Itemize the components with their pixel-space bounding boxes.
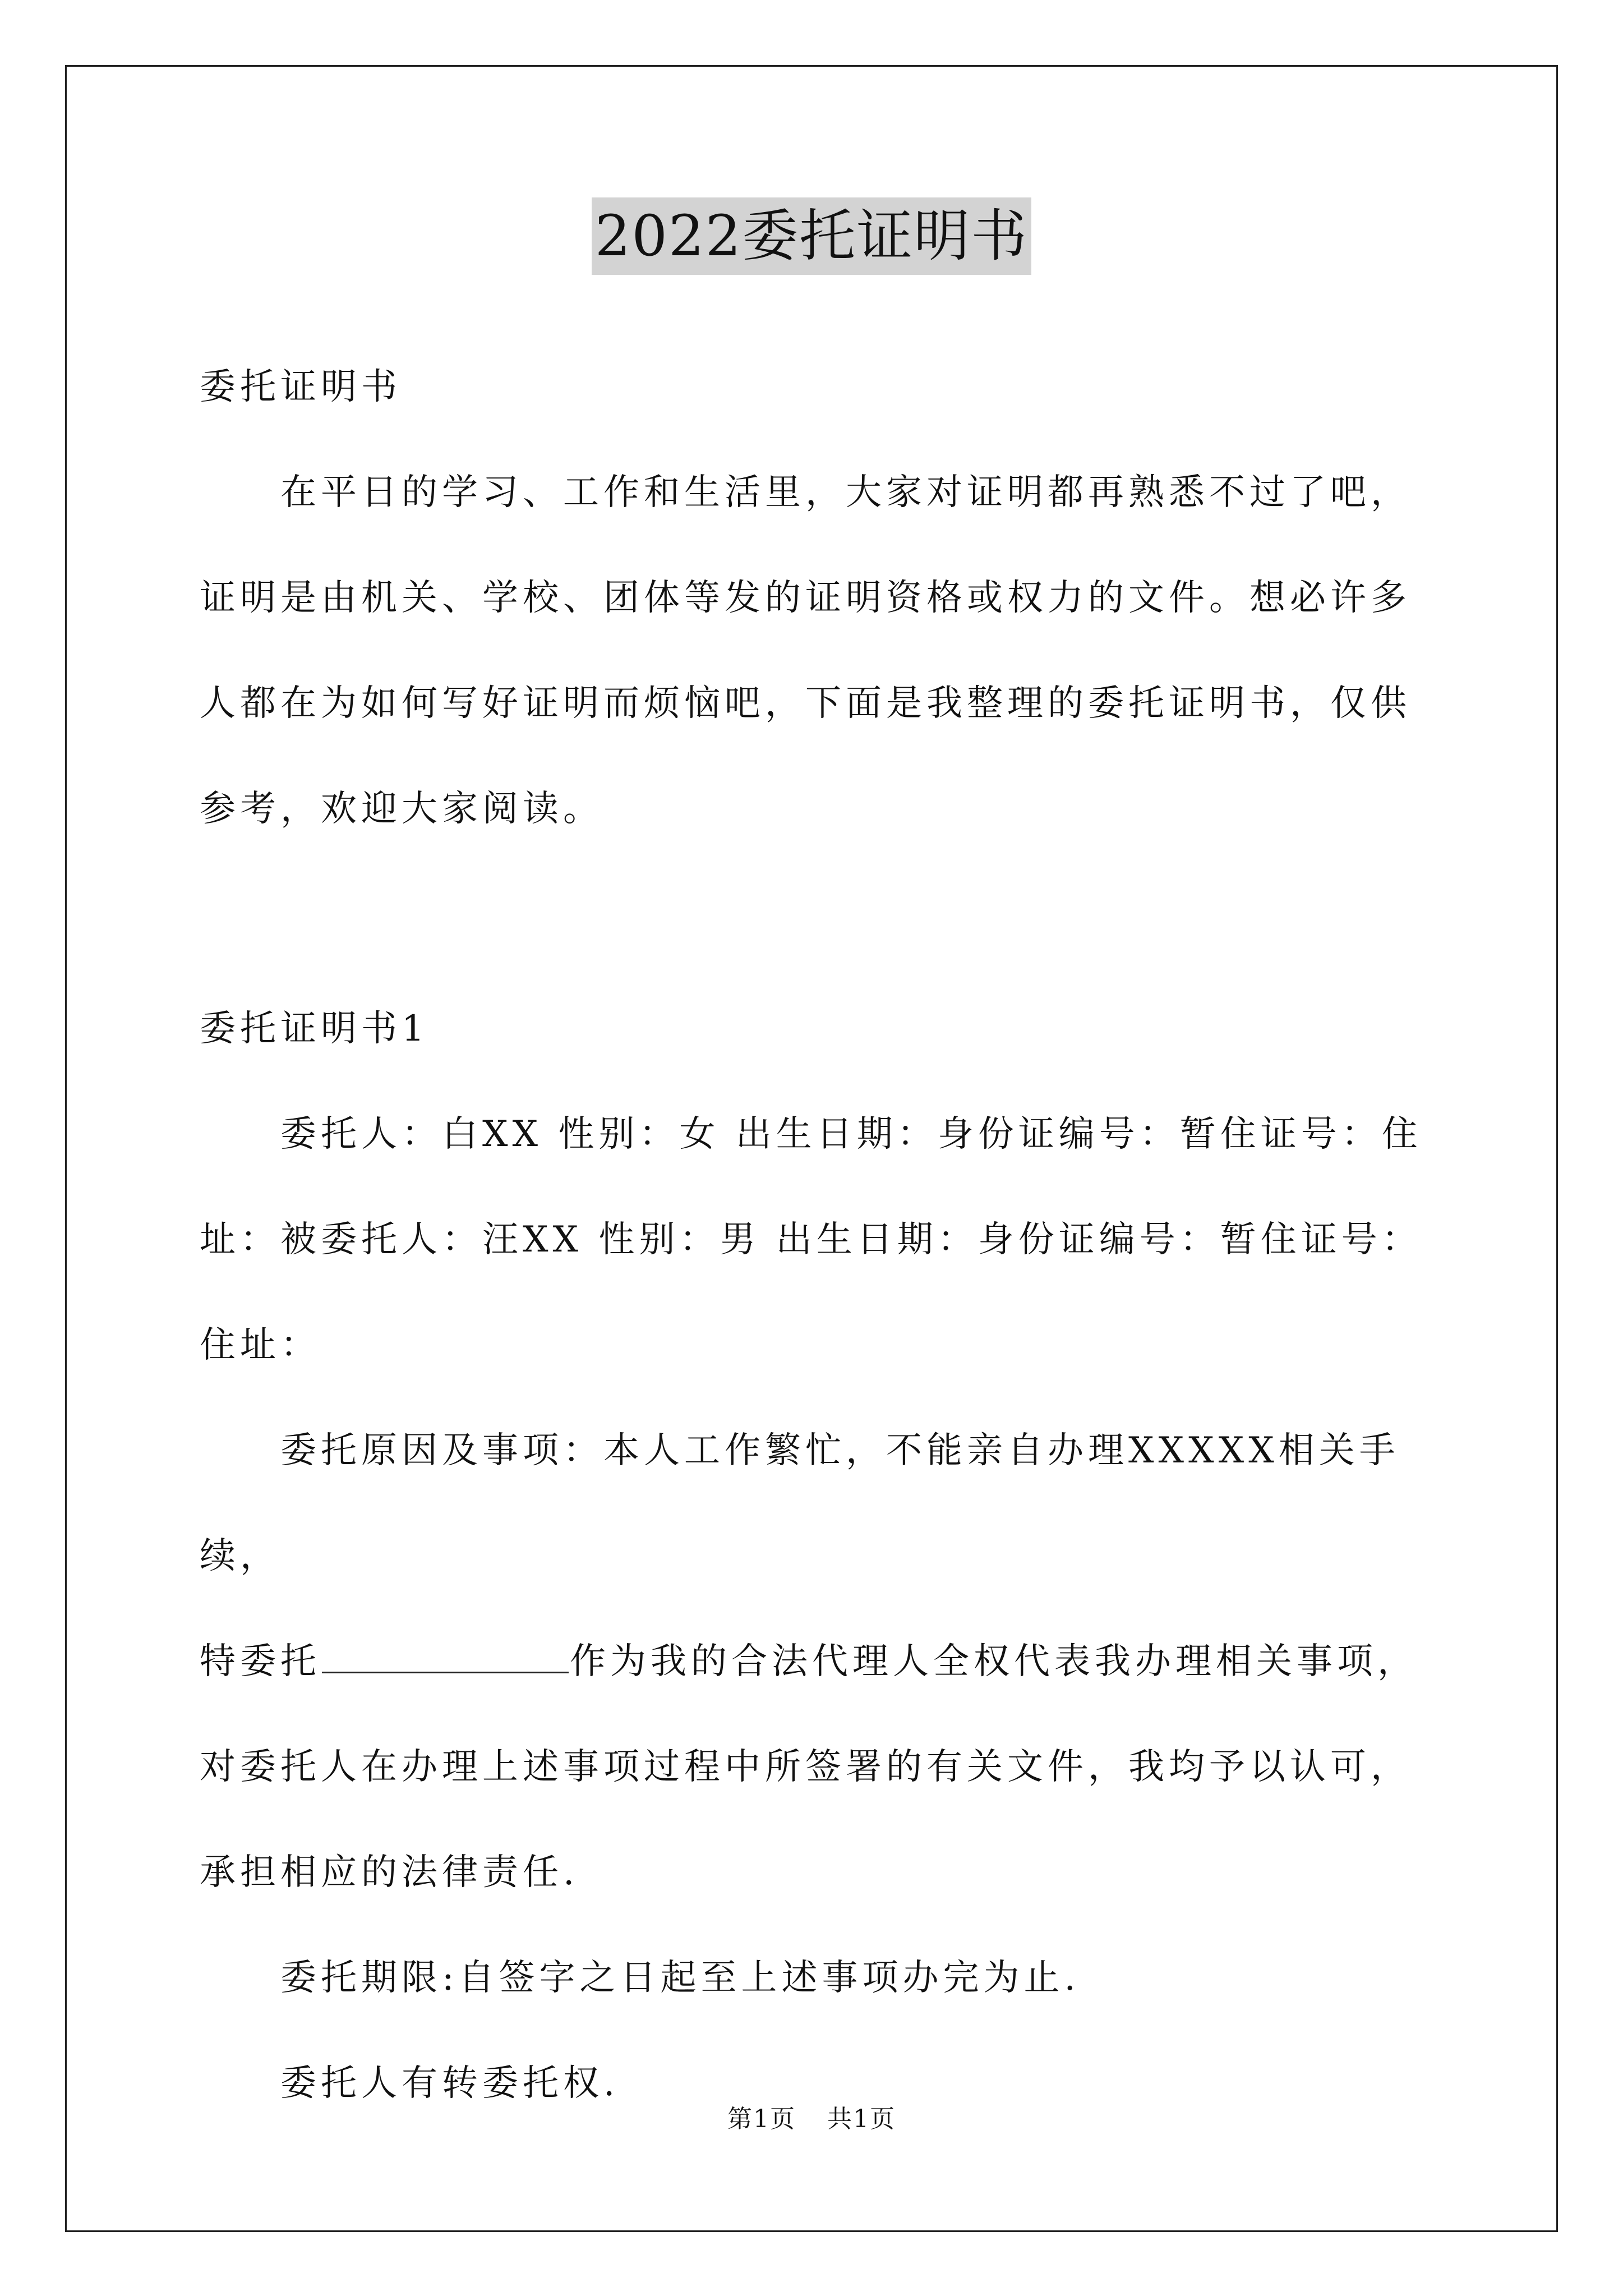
page-footer	[0, 2102, 1623, 2136]
document-title: 2022委托证明书	[592, 197, 1032, 275]
reason-line-2	[200, 1609, 1461, 1714]
page-number-current: 第1页	[727, 2105, 796, 2133]
section-heading: 委托证明书1	[200, 1008, 429, 1050]
parties-line-1: 委托人：白XX 性别：女 出生日期：身份证编号：暂住证号：住	[280, 1114, 1422, 1155]
section-1	[200, 976, 1461, 2136]
reason-line-2-prefix: 特委托	[200, 1641, 321, 1682]
reason-line-2-suffix: 作为我的合法代理人全权代表我办理相关事项，	[570, 1641, 1418, 1682]
page-number-total: 共1页	[827, 2105, 896, 2133]
intro-line-3: 人都在为如何写好证明而烦恼吧，下面是我整理的委托证明书，仅供	[200, 683, 1411, 724]
reason-line-3: 对委托人在办理上述事项过程中所签署的有关文件，我均予以认可，	[200, 1746, 1411, 1788]
parties-line-2: 址：被委托人：汪XX 性别：男 出生日期：身份证编号：暂住证号：	[200, 1219, 1422, 1260]
transfer-line: 委托人有转委托权.	[280, 2063, 620, 2104]
reason-line-1: 委托原因及事项：本人工作繁忙，不能亲自办理XXXXX相关手续，	[200, 1430, 1400, 1577]
intro-line-4: 参考，欢迎大家阅读。	[200, 788, 603, 830]
intro-line-2: 证明是由机关、学校、团体等发的证明资格或权力的文件。想必许多	[200, 577, 1411, 619]
title-container	[0, 197, 1623, 275]
term-line: 委托期限:自签字之日起至上述事项办完为止.	[280, 1957, 1080, 1999]
parties-line-3: 住址：	[200, 1324, 321, 1366]
reason-line-4: 承担相应的法律责任.	[200, 1852, 579, 1893]
delegate-name-blank[interactable]	[322, 1642, 569, 1673]
document-body	[200, 334, 1461, 862]
subtitle: 委托证明书	[200, 366, 402, 408]
intro-line-1: 在平日的学习、工作和生活里，大家对证明都再熟悉不过了吧，	[280, 472, 1411, 513]
